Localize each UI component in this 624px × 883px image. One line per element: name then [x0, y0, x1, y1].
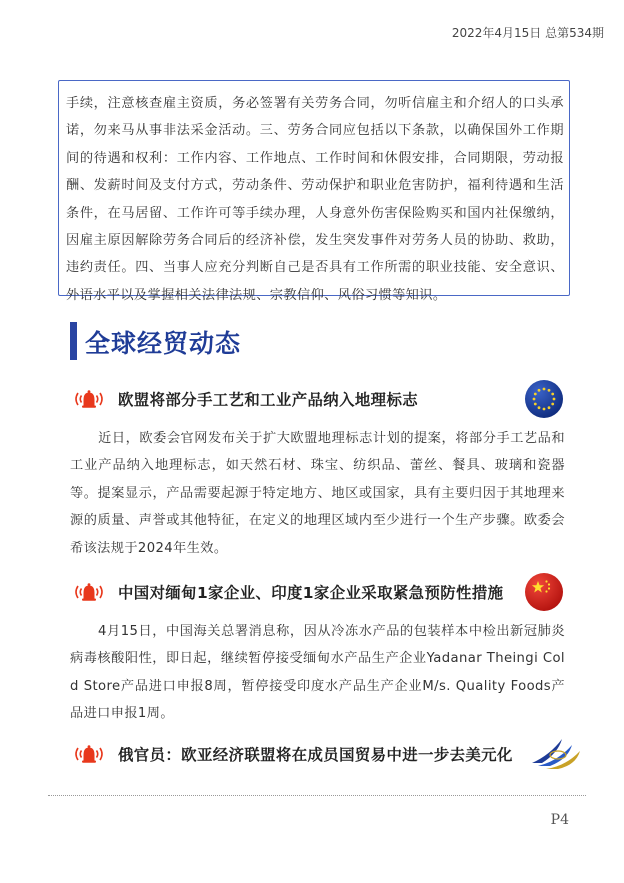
section-accent-bar [70, 322, 77, 360]
news-body [70, 425, 565, 562]
alarm-bell-icon [72, 389, 106, 409]
news-body-text: 4月15日，中国海关总署消息称，因从冷冻水产品的包装样本中检出新冠肺炎病毒核酸阳性，即日起，继续暂停接受缅甸水产品生产企业Yadanar Theingi Cold Store产品进口申报8周，暂停接受印度水产品生产企业M/s. Quality Foods产品进口申报1周。 [70, 624, 565, 722]
china-flag-icon [524, 572, 564, 612]
eaeu-emblem-icon [528, 733, 584, 773]
news-body [70, 618, 565, 728]
news-headline: 中国对缅甸1家企业、印度1家企业采取紧急预防性措施 [118, 584, 504, 602]
page-number: P4 [550, 812, 569, 828]
eu-flag-icon [524, 379, 564, 419]
footer-divider [48, 795, 586, 796]
info-box-text: 手续，注意核查雇主资质，务必签署有关劳务合同，勿听信雇主和介绍人的口头承诺，勿来马从事非法采金活动。三、劳务合同应包括以下条款，以确保国外工作期间的待遇和权利：工作内容、工作地点、工作时间和休假安排，合同期限，劳动报酬、发薪时间及支付方式，劳动条件、劳动保护和职业危害防护，福利待遇和生活条件，在马居留、工作许可等手续办理，人身意外伤害保险购买和国内社保缴纳，因雇主原因解除劳务合同后的经济补偿，发生突发事件对劳务人员的协助、救助，违约责任。四、当事人应充分判断自己是否具有工作所需的职业技能、安全意识、外语水平以及掌握相关法律法规、宗教信仰、风俗习惯等知识。 [66, 96, 564, 303]
news-headline: 欧盟将部分手工艺和工业产品纳入地理标志 [118, 391, 419, 409]
alarm-bell-icon [72, 582, 106, 602]
issue-date-line: 2022年4月15日 总第534期 [451, 26, 604, 40]
alarm-bell-icon [72, 744, 106, 764]
section-title: 全球经贸动态 [85, 329, 242, 358]
news-headline: 俄官员：欧亚经济联盟将在成员国贸易中进一步去美元化 [118, 746, 513, 764]
news-body-text: 近日，欧委会官网发布关于扩大欧盟地理标志计划的提案，将部分手工艺品和工业产品纳入地理标志，如天然石材、珠宝、纺织品、蕾丝、餐具、玻璃和瓷器等。提案显示，产品需要起源于特定地方、地区或国家，具有主要归因于其地理来源的质量、声誉或其他特征，在定义的地理区域内至少进行一个生产步骤。欧委会希该法规于2024年生效。 [70, 431, 565, 556]
